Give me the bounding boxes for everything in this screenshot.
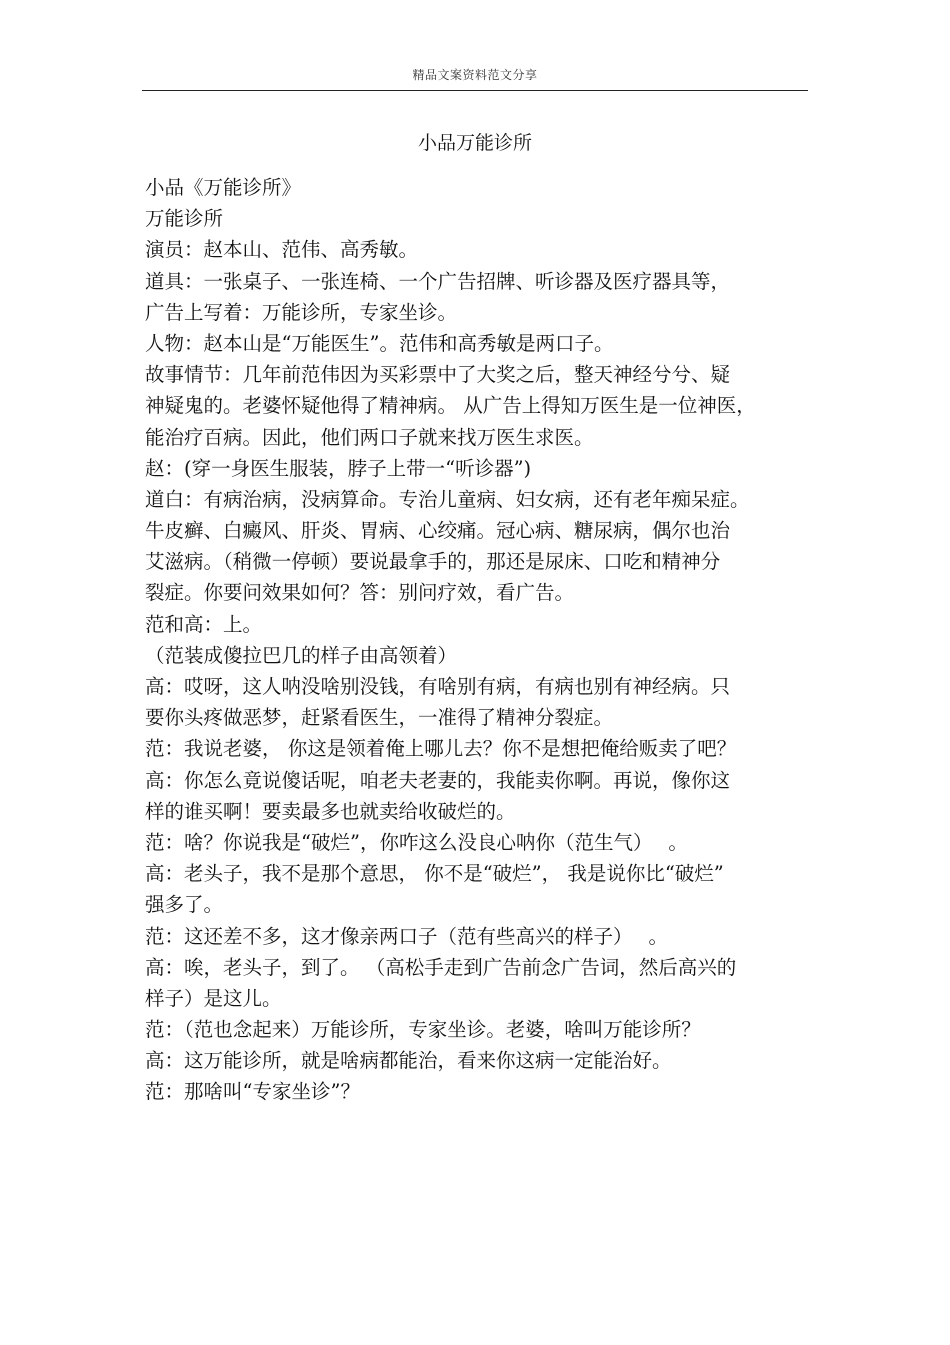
text-line: 范：那啥叫“专家坐诊”？ [145, 1080, 360, 1104]
text-line: 道白：有病治病，没病算命。专治儿童病、妇女病，还有老年痴呆症。 [145, 487, 750, 511]
text-line: 高：这万能诊所，就是啥病都能治，看来你这病一定能治好。 [145, 1049, 672, 1073]
text-line: 范：我说老婆， 你这是领着俺上哪儿去？你不是想把俺给贩卖了吧？ [145, 737, 737, 761]
text-line: 艾滋病。（稍微一停顿）要说最拿手的，那还是尿床、口吃和精神分 [145, 550, 721, 574]
page-header: 精品文案资料范文分享 [412, 68, 538, 82]
text-line: 神疑鬼的。老婆怀疑他得了精神病。 从广告上得知万医生是一位神医， [145, 394, 756, 418]
text-line: 范：（范也念起来）万能诊所，专家坐诊。老婆，啥叫万能诊所？ [145, 1018, 701, 1042]
text-line: 范：这还差不多，这才像亲两口子（范有些高兴的样子） 。 [145, 924, 668, 948]
text-line: 范和高：上。 [145, 612, 263, 636]
text-line: （范装成傻拉巴几的样子由高领着） [145, 643, 458, 667]
text-line: 人物：赵本山是“万能医生”。范伟和高秀敏是两口子。 [145, 331, 614, 355]
text-line: 广告上写着：万能诊所，专家坐诊。 [145, 300, 458, 324]
text-line: 赵：(穿一身医生服装，脖子上带一“听诊器”) [145, 456, 532, 480]
text-line: 故事情节：几年前范伟因为买彩票中了大奖之后，整天神经兮兮、疑 [145, 363, 731, 387]
text-line: 样的谁买啊！要卖最多也就卖给收破烂的。 [145, 799, 516, 823]
text-line: 高：老头子，我不是那个意思， 你不是“破烂”， 我是说你比“破烂” [145, 862, 724, 886]
text-line: 能治疗百病。因此，他们两口子就来找万医生求医。 [145, 425, 594, 449]
text-line: 牛皮癣、白癜风、肝炎、胃病、心绞痛。冠心病、糖尿病，偶尔也治 [145, 519, 731, 543]
document-body [145, 172, 805, 1108]
text-line: 高：唉，老头子，到了。 （高松手走到广告前念广告词，然后高兴的 [145, 955, 737, 979]
text-line: 高：哎呀，这人呐没啥别没钱，有啥别有病，有病也别有神经病。只 [145, 675, 731, 698]
text-line: 要你头疼做恶梦，赶紧看医生，一准得了精神分裂症。 [145, 706, 614, 730]
text-line: 小品《万能诊所》 [145, 176, 302, 199]
text-line: 强多了。 [145, 893, 224, 917]
text-line: 样子）是这儿。 [145, 986, 282, 1010]
text-line: 道具：一张桌子、一张连椅、一个广告招牌、听诊器及医疗器具等， [145, 269, 731, 293]
text-line: 裂症。你要问效果如何？答：别问疗效，看广告。 [145, 581, 575, 605]
text-line: 万能诊所 [145, 207, 224, 231]
text-line: 范：啥？你说我是“破烂”，你咋这么没良心呐你（范生气） 。 [145, 830, 688, 854]
text-line: 高：你怎么竟说傻话呢，咱老夫老妻的，我能卖你啊。再说，像你这 [145, 768, 731, 792]
header-divider [142, 90, 808, 91]
document-title: 小品万能诊所 [417, 132, 532, 154]
text-line: 演员：赵本山、范伟、高秀敏。 [145, 238, 419, 262]
